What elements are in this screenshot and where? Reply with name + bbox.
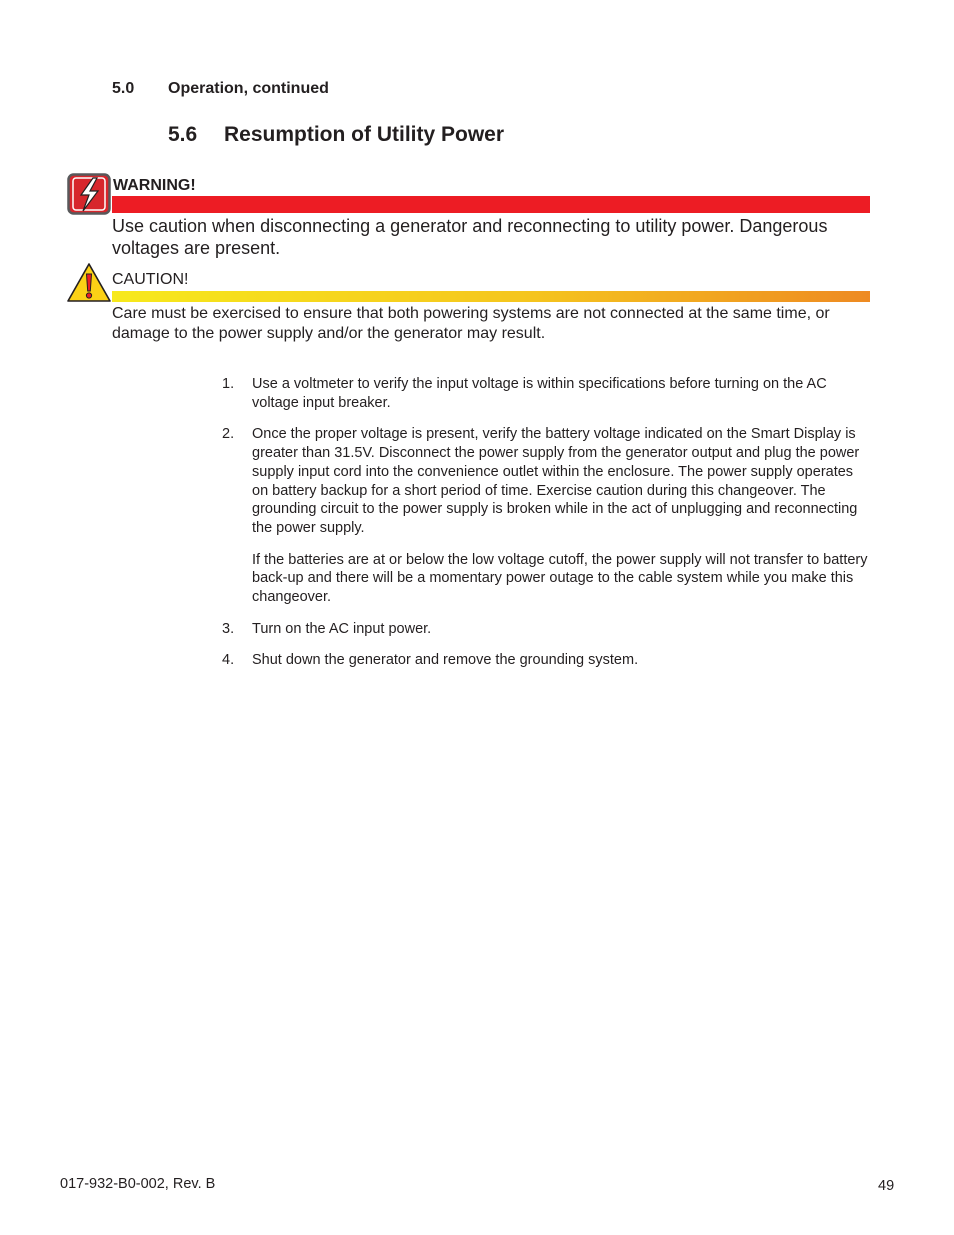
caution-bar [112,291,870,302]
step-note: If the batteries are at or below the low voltage cutoff, the power supply will not transfer to battery back-up and there will be a momentary power outage to the cable system while you make this changeover. [252,551,868,606]
document-number: 017-932-B0-002, Rev. B [60,1176,216,1192]
running-header-number: 5.0 [112,80,135,97]
list-item [222,425,872,606]
lightning-bolt-icon [67,173,111,215]
procedure-steps [222,375,872,683]
step-text: Once the proper voltage is present, verify the battery voltage indicated on the Smart Display is greater than 31.5V. Disconnect the power supply from the generator output and plug the power supply input cord into the convenience outlet within the enclosure. The power supply operates on battery backup for a short period of time. Exercise caution during this changeover. The grounding circuit to the power supply is broken while in the act of unplugging and reconnecting the power supply. [252,426,860,536]
step-text: Use a voltmeter to verify the input voltage is within specifications before turning on the AC voltage input breaker. [252,376,827,411]
section-heading: Resumption of Utility Power [224,123,505,146]
warning-label: WARNING! [113,177,196,194]
running-header [112,80,329,98]
running-header-title: Operation, continued [168,80,329,97]
step-number: 2. [222,426,235,443]
exclamation-triangle-icon [66,262,112,304]
list-item [222,375,872,412]
caution-text: Care must be exercised to ensure that both powering systems are not connected at the same time, or damage to the power supply and/or the generator may result. [112,305,830,342]
list-item [222,651,872,670]
list-item [222,620,872,639]
step-number: 1. [222,376,235,392]
warning-bar [112,196,870,213]
step-text: Shut down the generator and remove the grounding system. [252,652,639,669]
step-number: 4. [222,652,235,669]
page-number: 49 [878,1178,895,1194]
section-title [168,123,504,147]
section-number: 5.6 [168,123,198,146]
caution-label: CAUTION! [112,271,189,288]
step-text: Turn on the AC input power. [252,620,432,637]
step-number: 3. [222,620,235,637]
warning-text: Use caution when disconnecting a generator and reconnecting to utility power. Dangerous voltages are present. [112,216,828,258]
